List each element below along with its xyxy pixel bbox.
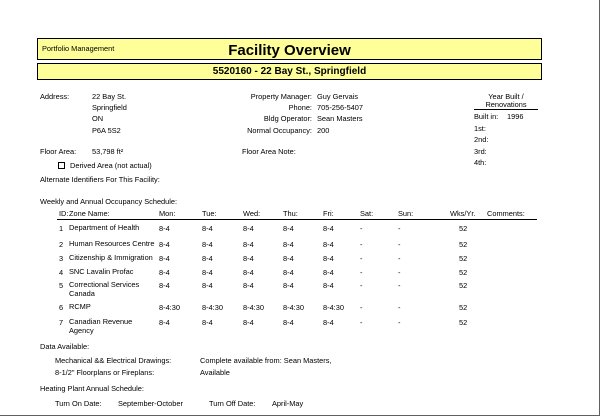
cell-wed: 8-4 (243, 240, 254, 249)
cell-sun: - (398, 303, 401, 312)
cell-sat: - (360, 303, 363, 312)
cell-sat: - (360, 224, 363, 233)
cell-sat: - (360, 240, 363, 249)
cell-wed: 8-4 (243, 318, 254, 327)
renovation-3-label: 3rd: (474, 147, 487, 156)
renovations-heading: Renovations (485, 100, 527, 109)
mech-elec-drawings-label: Mechanical && Electrical Drawings: (55, 356, 172, 365)
cell-mon: 8-4 (159, 268, 170, 277)
bldg-operator-value: Sean Masters (317, 114, 363, 123)
normal-occupancy-value: 200 (317, 126, 330, 135)
cell-mon: 8-4 (159, 254, 170, 263)
cell-id: 3 (59, 254, 64, 263)
cell-fri: 8-4 (323, 318, 334, 327)
turn-off-label: Turn Off Date: (209, 399, 256, 408)
report-title: Facility Overview (228, 42, 351, 59)
col-tue: Tue: (202, 209, 217, 218)
facility-subtitle: 5520160 - 22 Bay St., Springfield (212, 66, 367, 77)
bldg-operator-label: Bldg Operator: (263, 114, 312, 123)
cell-tue: 8-4 (202, 318, 213, 327)
cell-zone-name: Correctional Services Canada (69, 280, 140, 298)
cell-thu: 8-4 (283, 281, 294, 290)
cell-fri: 8-4 (323, 281, 334, 290)
renovation-2-label: 2nd: (474, 135, 489, 144)
cell-zone-name: SNC Lavalin Profac (69, 267, 134, 276)
property-manager-value: Guy Gervais (317, 92, 359, 101)
floorplans-value: Available (200, 368, 230, 377)
cell-id: 4 (59, 268, 64, 277)
cell-id: 6 (59, 303, 64, 312)
cell-id: 5 (59, 281, 64, 290)
year-built-divider (474, 109, 538, 110)
cell-thu: 8-4 (283, 240, 294, 249)
renovation-4-label: 4th: (474, 158, 487, 167)
turn-off-value: April-May (272, 399, 304, 408)
col-zone-name: Zone Name: (69, 209, 110, 218)
cell-tue: 8-4 (202, 224, 213, 233)
col-wks-yr: Wks/Yr. (450, 209, 476, 218)
cell-wks-yr: 52 (459, 268, 468, 277)
col-comments: Comments: (487, 209, 525, 218)
normal-occupancy-label: Normal Occupancy: (247, 126, 312, 135)
floor-area-value: 53,798 ft² (92, 147, 124, 156)
cell-mon: 8-4:30 (159, 303, 180, 312)
floor-area-label: Floor Area: (40, 147, 77, 156)
address-line3: ON (92, 114, 104, 123)
cell-sun: - (398, 268, 401, 277)
phone-value: 705-256-5407 (317, 103, 364, 112)
cell-id: 1 (59, 224, 64, 233)
col-thu: Thu: (283, 209, 298, 218)
cell-mon: 8-4 (159, 224, 170, 233)
cell-sun: - (398, 318, 401, 327)
heating-schedule-title: Heating Plant Annual Schedule: (40, 384, 144, 393)
cell-fri: 8-4 (323, 268, 334, 277)
schedule-header-rule (57, 219, 537, 220)
year-built-heading: Year Built / (488, 92, 524, 101)
col-mon: Mon: (159, 209, 176, 218)
cell-zone-name: Citizenship & Immigration (69, 253, 153, 262)
col-id: ID: (59, 209, 69, 218)
cell-mon: 8-4 (159, 281, 170, 290)
cell-wed: 8-4 (243, 254, 254, 263)
cell-sun: - (398, 254, 401, 263)
cell-wks-yr: 52 (459, 254, 468, 263)
cell-sun: - (398, 224, 401, 233)
cell-zone-name: RCMP (69, 302, 91, 311)
property-manager-label: Property Manager: (250, 92, 312, 101)
cell-id: 7 (59, 318, 64, 327)
cell-wed: 8-4:30 (243, 303, 264, 312)
cell-id: 2 (59, 240, 64, 249)
cell-thu: 8-4 (283, 254, 294, 263)
col-sun: Sun: (398, 209, 414, 218)
cell-sat: - (360, 254, 363, 263)
built-in-label: Built in: (474, 112, 499, 121)
cell-tue: 8-4 (202, 240, 213, 249)
cell-wks-yr: 52 (459, 303, 468, 312)
cell-wed: 8-4 (243, 268, 254, 277)
col-fri: Fri: (323, 209, 334, 218)
turn-on-label: Turn On Date: (55, 399, 102, 408)
floor-area-note-label: Floor Area Note: (242, 147, 296, 156)
cell-tue: 8-4 (202, 268, 213, 277)
cell-tue: 8-4:30 (202, 303, 223, 312)
cell-sat: - (360, 318, 363, 327)
address-label: Address: (40, 92, 70, 101)
cell-tue: 8-4 (202, 281, 213, 290)
col-wed: Wed: (243, 209, 261, 218)
cell-wks-yr: 52 (459, 224, 468, 233)
floorplans-label: 8-1/2" Floorplans or Fireplans: (55, 368, 155, 377)
cell-zone-name: Human Resources Centre (69, 239, 155, 248)
cell-wed: 8-4 (243, 281, 254, 290)
cell-wks-yr: 52 (459, 318, 468, 327)
address-line4: P6A 5S2 (92, 126, 121, 135)
alternate-identifiers-label: Alternate Identifiers For This Facility: (40, 175, 160, 184)
cell-mon: 8-4 (159, 240, 170, 249)
cell-zone-name: Department of Health (69, 223, 140, 232)
cell-sat: - (360, 268, 363, 277)
cell-wks-yr: 52 (459, 281, 468, 290)
cell-wed: 8-4 (243, 224, 254, 233)
cell-sun: - (398, 240, 401, 249)
cell-fri: 8-4 (323, 224, 334, 233)
phone-label: Phone: (288, 103, 312, 112)
mech-elec-drawings-value: Complete available from: Sean Masters, (200, 356, 332, 365)
cell-sun: - (398, 281, 401, 290)
cell-zone-name: Canadian Revenue Agency (69, 317, 133, 335)
cell-thu: 8-4 (283, 224, 294, 233)
address-line2: Springfield (92, 103, 127, 112)
cell-thu: 8-4:30 (283, 303, 304, 312)
cell-wks-yr: 52 (459, 240, 468, 249)
module-label: Portfolio Management (42, 44, 115, 53)
derived-area-checkbox[interactable] (58, 162, 65, 169)
col-sat: Sat: (360, 209, 374, 218)
cell-mon: 8-4 (159, 318, 170, 327)
address-line1: 22 Bay St. (92, 92, 127, 101)
data-available-title: Data Available: (40, 342, 90, 351)
derived-area-label: Derived Area (not actual) (70, 161, 152, 170)
cell-thu: 8-4 (283, 268, 294, 277)
cell-sat: - (360, 281, 363, 290)
built-in-value: 1996 (507, 112, 524, 121)
cell-fri: 8-4 (323, 240, 334, 249)
cell-fri: 8-4 (323, 254, 334, 263)
renovation-1-label: 1st: (474, 124, 486, 133)
cell-tue: 8-4 (202, 254, 213, 263)
turn-on-value: September-October (118, 399, 183, 408)
cell-thu: 8-4 (283, 318, 294, 327)
schedule-title: Weekly and Annual Occupancy Schedule: (40, 197, 178, 206)
cell-fri: 8-4:30 (323, 303, 344, 312)
